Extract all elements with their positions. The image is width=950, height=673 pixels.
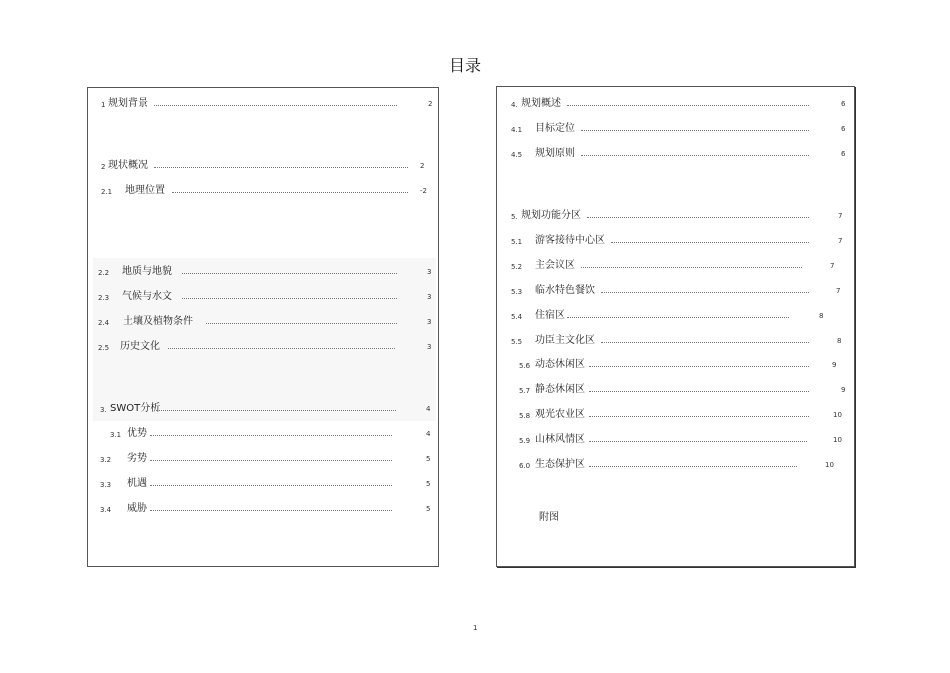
toc-entry-number: 3.3 bbox=[100, 481, 112, 489]
dot-leader bbox=[567, 317, 789, 318]
dot-leader bbox=[206, 323, 397, 324]
toc-entry-page: 10 bbox=[825, 461, 834, 469]
toc-entry-label: 住宿区 bbox=[535, 310, 565, 321]
left-toc-entry[interactable] bbox=[88, 477, 438, 491]
dot-leader bbox=[567, 105, 809, 106]
toc-entry-label: 功臣主文化区 bbox=[535, 335, 595, 346]
toc-entry-label: 机遇 bbox=[127, 478, 147, 489]
right-toc-entry[interactable] bbox=[497, 433, 854, 447]
toc-entry-page: 3 bbox=[427, 343, 432, 351]
dot-leader bbox=[589, 391, 809, 392]
toc-entry-label: 劣势 bbox=[127, 453, 147, 464]
toc-entry-number: 1 bbox=[101, 101, 106, 109]
right-toc-entry[interactable] bbox=[497, 147, 854, 161]
left-toc-entry[interactable] bbox=[88, 340, 438, 354]
toc-entry-page: 7 bbox=[838, 212, 843, 220]
toc-entry-label: 生态保护区 bbox=[535, 459, 585, 470]
toc-entry-number: 5.6 bbox=[519, 362, 531, 370]
toc-entry-label: 土壤及植物条件 bbox=[123, 316, 193, 327]
dot-leader bbox=[581, 155, 809, 156]
toc-entry-label: 山林风情区 bbox=[535, 434, 585, 445]
dot-leader bbox=[168, 348, 395, 349]
dot-leader bbox=[154, 167, 408, 168]
toc-entry-label: 游客接待中心区 bbox=[535, 235, 605, 246]
dot-leader bbox=[589, 366, 809, 367]
toc-entry-label: 规划原则 bbox=[535, 148, 575, 159]
toc-left-panel bbox=[87, 87, 439, 567]
dot-leader bbox=[589, 416, 809, 417]
toc-entry-label: 目标定位 bbox=[535, 123, 575, 134]
right-toc-entry[interactable] bbox=[497, 209, 854, 223]
right-toc-entry[interactable] bbox=[497, 309, 854, 323]
toc-entry-label: 临水特色餐饮 bbox=[535, 285, 595, 296]
toc-entry-label: 动态休闲区 bbox=[535, 359, 585, 370]
dot-leader bbox=[589, 466, 797, 467]
right-toc-entry[interactable] bbox=[497, 259, 854, 273]
toc-entry-page: 6 bbox=[841, 150, 846, 158]
toc-entry-label: SWOT分析 bbox=[110, 403, 161, 414]
toc-entry-number: 2.5 bbox=[98, 344, 110, 352]
toc-entry-number: 2.2 bbox=[98, 269, 110, 277]
left-toc-entry[interactable] bbox=[88, 502, 438, 516]
right-toc-entry[interactable] bbox=[497, 234, 854, 248]
dot-leader bbox=[601, 342, 809, 343]
toc-entry-page: 10 bbox=[833, 436, 842, 444]
dot-leader bbox=[611, 242, 809, 243]
toc-entry-number: 2.3 bbox=[98, 294, 110, 302]
toc-entry-page: 10 bbox=[833, 411, 842, 419]
dot-leader bbox=[150, 435, 392, 436]
toc-entry-label: 主会议区 bbox=[535, 260, 575, 271]
toc-entry-number: 5.3 bbox=[511, 288, 523, 296]
toc-entry-number: 6.0 bbox=[519, 462, 531, 470]
dot-leader bbox=[589, 441, 807, 442]
toc-entry-label: 规划概述 bbox=[521, 98, 561, 109]
toc-entry-label: 威胁 bbox=[127, 503, 147, 514]
dot-leader bbox=[154, 105, 397, 106]
left-toc-entry[interactable] bbox=[88, 315, 438, 329]
page-number: 1 bbox=[473, 624, 478, 632]
toc-entry-page: -2 bbox=[420, 187, 427, 195]
toc-entry-label: 规划功能分区 bbox=[521, 210, 581, 221]
toc-entry-number: 2.1 bbox=[101, 188, 113, 196]
toc-entry-label: 历史文化 bbox=[120, 341, 160, 352]
toc-entry-page: 5 bbox=[426, 505, 431, 513]
left-toc-entry[interactable] bbox=[88, 452, 438, 466]
toc-entry-page: 7 bbox=[836, 287, 841, 295]
toc-entry-page: 7 bbox=[838, 237, 843, 245]
right-toc-entry[interactable] bbox=[497, 122, 854, 136]
left-toc-entry[interactable] bbox=[88, 402, 438, 416]
left-toc-entry[interactable] bbox=[88, 97, 438, 111]
toc-entry-number: 5.5 bbox=[511, 338, 523, 346]
toc-entry-number: 5.2 bbox=[511, 263, 523, 271]
toc-entry-page: 7 bbox=[830, 262, 835, 270]
toc-entry-page: 2 bbox=[428, 100, 433, 108]
toc-entry-page: 3 bbox=[427, 318, 432, 326]
toc-entry-number: 3.2 bbox=[100, 456, 112, 464]
toc-entry-number: 3.1 bbox=[110, 431, 122, 439]
toc-entry-label: 观光农业区 bbox=[535, 409, 585, 420]
dot-leader bbox=[601, 292, 809, 293]
toc-title: 目录 bbox=[448, 56, 481, 75]
dot-leader bbox=[150, 460, 392, 461]
toc-entry-number: 4.1 bbox=[511, 126, 523, 134]
toc-entry-label: 地理位置 bbox=[125, 185, 165, 196]
toc-entry-page: 5 bbox=[426, 480, 431, 488]
toc-entry-page: 4 bbox=[426, 430, 431, 438]
toc-entry-page: 9 bbox=[832, 361, 837, 369]
toc-entry-number: 5.1 bbox=[511, 238, 523, 246]
right-toc-entry[interactable] bbox=[497, 458, 854, 472]
right-toc-entry[interactable] bbox=[497, 383, 854, 397]
toc-entry-number: 5.8 bbox=[519, 412, 531, 420]
right-toc-entry[interactable] bbox=[497, 97, 854, 111]
toc-entry-number: 4. bbox=[511, 101, 518, 109]
appendix-link[interactable]: 附图 bbox=[539, 512, 559, 523]
toc-entry-number: 2.4 bbox=[98, 319, 110, 327]
dot-leader bbox=[182, 298, 397, 299]
toc-entry-number: 3.4 bbox=[100, 506, 112, 514]
toc-entry-number: 5. bbox=[511, 213, 518, 221]
toc-entry-number: 5.9 bbox=[519, 437, 531, 445]
toc-entry-number: 3. bbox=[100, 406, 107, 414]
dot-leader bbox=[581, 267, 802, 268]
toc-entry-page: 9 bbox=[841, 386, 846, 394]
toc-entry-label: 优势 bbox=[127, 428, 147, 439]
dot-leader bbox=[182, 273, 397, 274]
dot-leader bbox=[587, 217, 809, 218]
left-toc-entry[interactable] bbox=[88, 427, 438, 441]
dot-leader bbox=[150, 510, 392, 511]
dot-leader bbox=[581, 130, 809, 131]
toc-entry-page: 3 bbox=[427, 268, 432, 276]
left-toc-entry[interactable] bbox=[88, 184, 438, 198]
toc-entry-page: 6 bbox=[841, 100, 846, 108]
right-toc-entry[interactable] bbox=[497, 284, 854, 298]
toc-entry-label: 现状概况 bbox=[108, 160, 148, 171]
toc-entry-label: 规划背景 bbox=[108, 98, 148, 109]
left-toc-entry[interactable] bbox=[88, 290, 438, 304]
toc-entry-page: 8 bbox=[819, 312, 824, 320]
toc-entry-label: 气候与水文 bbox=[122, 291, 172, 302]
toc-entry-number: 5.7 bbox=[519, 387, 531, 395]
toc-entry-number: 2 bbox=[101, 163, 106, 171]
right-toc-entry[interactable] bbox=[497, 358, 854, 372]
toc-entry-page: 6 bbox=[841, 125, 846, 133]
dot-leader bbox=[172, 192, 408, 193]
toc-entry-number: 4.5 bbox=[511, 151, 523, 159]
dot-leader bbox=[156, 410, 396, 411]
toc-entry-page: 3 bbox=[427, 293, 432, 301]
toc-entry-label: 静态休闲区 bbox=[535, 384, 585, 395]
toc-entry-number: 5.4 bbox=[511, 313, 523, 321]
toc-entry-page: 5 bbox=[426, 455, 431, 463]
left-toc-entry[interactable] bbox=[88, 159, 438, 173]
toc-entry-page: 8 bbox=[837, 337, 842, 345]
toc-entry-page: 2 bbox=[420, 162, 425, 170]
dot-leader bbox=[150, 485, 392, 486]
left-toc-entry[interactable] bbox=[88, 265, 438, 279]
toc-entry-page: 4 bbox=[426, 405, 431, 413]
toc-entry-label: 地质与地貌 bbox=[122, 266, 172, 277]
right-toc-entry[interactable] bbox=[497, 334, 854, 348]
toc-right-panel bbox=[496, 86, 855, 567]
right-toc-entry[interactable] bbox=[497, 408, 854, 422]
